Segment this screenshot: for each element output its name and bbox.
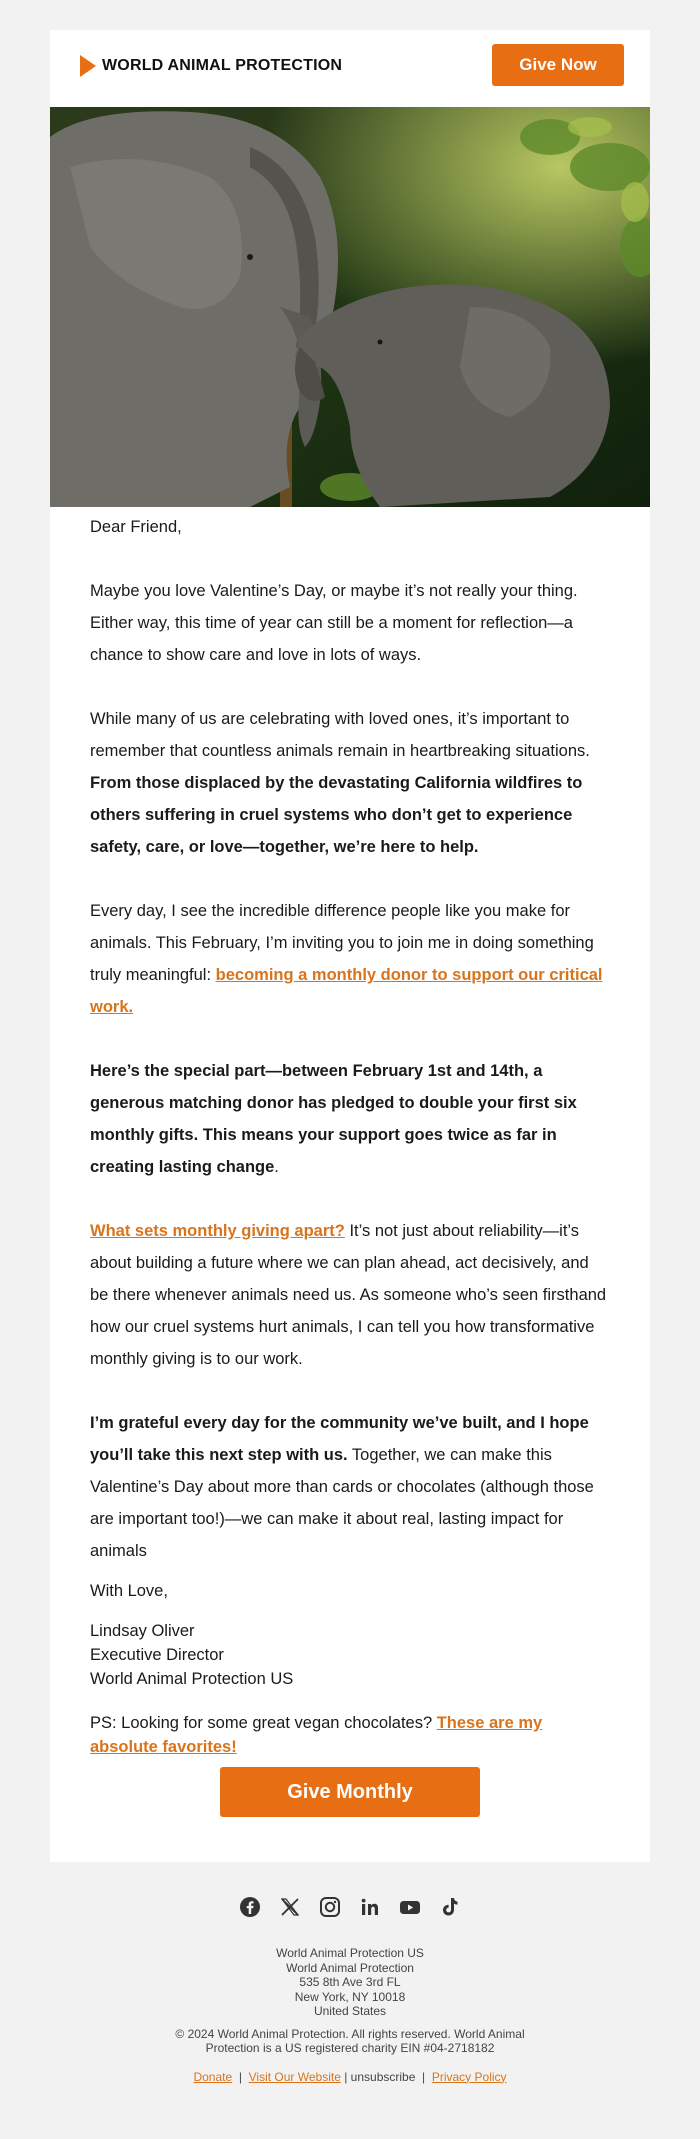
vegan-chocolates-link[interactable]: These are my absolute favorites! bbox=[90, 1714, 543, 1756]
postscript bbox=[90, 1711, 610, 1759]
footer-separator: | bbox=[232, 2069, 249, 2084]
paragraph-2-bold: From those displaced by the devastating California wildfires to others suffering in cruel systems who don’t get to experience safety, care, or love—together, we’re here to help. bbox=[90, 774, 583, 856]
closing: With Love, bbox=[90, 1582, 168, 1600]
monthly-giving-link[interactable]: What sets monthly giving apart? bbox=[90, 1222, 345, 1240]
social-links bbox=[0, 1896, 700, 1918]
paragraph-3 bbox=[90, 895, 610, 1023]
footer-address-city: New York, NY 10018 bbox=[294, 1989, 406, 2004]
email-header bbox=[50, 30, 650, 107]
monthly-donor-link[interactable]: becoming a monthly donor to support our critical work. bbox=[90, 966, 603, 1016]
paragraph-1: Maybe you love Valentine’s Day, or maybe it’s not really your thing. Either way, this time of year can still be a moment for reflection—a chance to show care and love in lots of ways. bbox=[90, 582, 578, 664]
footer-address-country: United States bbox=[313, 2004, 387, 2018]
footer-links bbox=[0, 2070, 700, 2085]
unsubscribe-link[interactable]: unsubscribe bbox=[350, 2069, 416, 2084]
tiktok-icon[interactable] bbox=[439, 1896, 461, 1918]
paragraph-2-text: While many of us are celebrating with loved ones, it’s important to remember that countless animals remain in heartbreaking situations. bbox=[90, 710, 590, 760]
greeting: Dear Friend, bbox=[90, 518, 182, 536]
email-card bbox=[50, 30, 650, 1862]
paragraph-2 bbox=[90, 703, 610, 863]
signature bbox=[90, 1619, 610, 1691]
paragraph-6-bold: I’m grateful every day for the community we’ve built, and I hope you’ll take this next step with us. bbox=[90, 1414, 589, 1464]
logo[interactable] bbox=[80, 55, 342, 77]
privacy-policy-link[interactable]: Privacy Policy bbox=[431, 2069, 507, 2084]
footer-org-name: World Animal Protection bbox=[286, 1960, 414, 1975]
instagram-icon[interactable] bbox=[319, 1896, 341, 1918]
paragraph-4 bbox=[90, 1055, 610, 1183]
linkedin-icon[interactable] bbox=[359, 1896, 381, 1918]
paragraph-5-text: It’s not just about reliability—it’s about building a future where we can plan ahead, act decisively, and be there whenever animals need us. As someone who’s seen firsthand how our cruel systems hurt animals, I can tell you how transformative monthly giving is to our work. bbox=[90, 1222, 607, 1368]
footer-separator: | bbox=[415, 2069, 432, 2084]
give-monthly-button[interactable]: Give Monthly bbox=[220, 1767, 480, 1817]
footer bbox=[0, 1946, 700, 2084]
signature-org: World Animal Protection US bbox=[90, 1670, 294, 1688]
paragraph-4-end: . bbox=[274, 1158, 279, 1176]
facebook-icon[interactable] bbox=[239, 1896, 261, 1918]
paragraph-6-text: Together, we can make this Valentine’s Day about more than cards or chocolates (although those are important too!)—we can make it about real, lasting impact for animals bbox=[90, 1446, 594, 1560]
hero-elephants-image[interactable] bbox=[50, 107, 650, 507]
paragraph-3-text: Every day, I see the incredible difference people like you make for animals. This February, I’m inviting you to join me in doing something truly meaningful: bbox=[90, 902, 594, 984]
logo-triangle-icon bbox=[80, 55, 96, 77]
footer-org-line: World Animal Protection US bbox=[276, 1946, 424, 1960]
youtube-icon[interactable] bbox=[399, 1896, 421, 1918]
letter-body bbox=[90, 507, 610, 1759]
paragraph-5 bbox=[90, 1215, 610, 1375]
footer-copyright: © 2024 World Animal Protection. All rights reserved. World Animal Protection is a US registered charity EIN #04-2718182 bbox=[175, 2026, 525, 2055]
visit-website-link[interactable]: Visit Our Website bbox=[248, 2069, 341, 2084]
give-now-button[interactable]: Give Now bbox=[492, 44, 624, 86]
logo-text: WORLD ANIMAL PROTECTION bbox=[102, 57, 343, 74]
signature-title: Executive Director bbox=[90, 1646, 224, 1664]
ps-text: PS: Looking for some great vegan chocolates? bbox=[90, 1714, 437, 1732]
paragraph-6 bbox=[90, 1407, 610, 1567]
footer-address-street: 535 8th Ave 3rd FL bbox=[299, 1975, 401, 1989]
paragraph-4-bold: Here’s the special part—between February 1st and 14th, a generous matching donor has pledged to double your first six monthly gifts. This means your support goes twice as far in creating lasting change bbox=[90, 1062, 577, 1176]
signature-name: Lindsay Oliver bbox=[90, 1622, 195, 1640]
donate-link[interactable]: Donate bbox=[193, 2069, 233, 2084]
footer-separator: | bbox=[340, 2069, 351, 2084]
x-icon[interactable] bbox=[279, 1896, 301, 1918]
